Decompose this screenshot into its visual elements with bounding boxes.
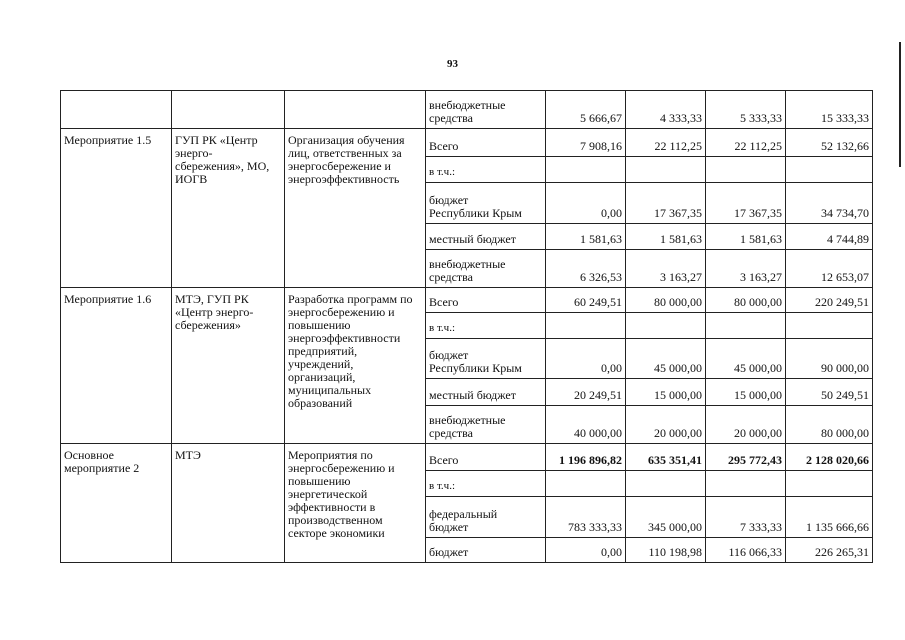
- value-cell: 0,00: [546, 339, 626, 379]
- page-number: 93: [447, 58, 458, 70]
- activity-cell: Мероприятие 1.5: [61, 129, 172, 288]
- funding-source-cell: в т.ч.:: [426, 313, 546, 339]
- value-cell: 80 000,00: [786, 406, 873, 444]
- value-cell: 116 066,33: [706, 538, 786, 563]
- value-cell: 15 000,00: [626, 379, 706, 406]
- value-cell: [546, 313, 626, 339]
- funding-source-cell: местный бюджет: [426, 224, 546, 250]
- value-cell: 20 000,00: [706, 406, 786, 444]
- value-cell: 22 112,25: [626, 129, 706, 157]
- value-cell: 1 196 896,82: [546, 444, 626, 471]
- value-cell: 5 333,33: [706, 91, 786, 129]
- funding-source-cell: федеральный бюджет: [426, 497, 546, 538]
- value-cell: 3 163,27: [626, 250, 706, 288]
- value-cell: 40 000,00: [546, 406, 626, 444]
- description-cell: Мероприятия по энергосбережению и повышению энергетической эффективности в производственном секторе экономики: [285, 444, 426, 563]
- executor-cell: ГУП РК «Центр энерго-сбережения», МО, ИОГВ: [172, 129, 285, 288]
- value-cell: 80 000,00: [626, 288, 706, 313]
- value-cell: 15 000,00: [706, 379, 786, 406]
- activity-cell: Мероприятие 1.6: [61, 288, 172, 444]
- activity-cell: [61, 91, 172, 129]
- scan-edge-line: [899, 42, 901, 167]
- value-cell: 20 000,00: [626, 406, 706, 444]
- value-cell: 17 367,35: [706, 183, 786, 224]
- executor-cell: [172, 91, 285, 129]
- value-cell: 1 581,63: [546, 224, 626, 250]
- executor-cell: МТЭ: [172, 444, 285, 563]
- value-cell: 60 249,51: [546, 288, 626, 313]
- funding-source-cell: бюджет Республики Крым: [426, 183, 546, 224]
- table-row: [61, 129, 873, 157]
- funding-source-cell: внебюджетные средства: [426, 250, 546, 288]
- funding-source-cell: в т.ч.:: [426, 157, 546, 183]
- value-cell: [626, 157, 706, 183]
- value-cell: 220 249,51: [786, 288, 873, 313]
- value-cell: 90 000,00: [786, 339, 873, 379]
- funding-source-cell: местный бюджет: [426, 379, 546, 406]
- funding-source-cell: внебюджетные средства: [426, 91, 546, 129]
- executor-cell: МТЭ, ГУП РК «Центр энерго-сбережения»: [172, 288, 285, 444]
- value-cell: 110 198,98: [626, 538, 706, 563]
- funding-source-cell: внебюджетные средства: [426, 406, 546, 444]
- funding-table: [60, 90, 873, 563]
- value-cell: 4 744,89: [786, 224, 873, 250]
- value-cell: 12 653,07: [786, 250, 873, 288]
- value-cell: 4 333,33: [626, 91, 706, 129]
- value-cell: 20 249,51: [546, 379, 626, 406]
- value-cell: 3 163,27: [706, 250, 786, 288]
- value-cell: 6 326,53: [546, 250, 626, 288]
- description-cell: [285, 91, 426, 129]
- funding-source-cell: в т.ч.:: [426, 471, 546, 497]
- value-cell: 635 351,41: [626, 444, 706, 471]
- value-cell: [706, 313, 786, 339]
- value-cell: 295 772,43: [706, 444, 786, 471]
- value-cell: 15 333,33: [786, 91, 873, 129]
- value-cell: 45 000,00: [706, 339, 786, 379]
- value-cell: 45 000,00: [626, 339, 706, 379]
- value-cell: 1 581,63: [626, 224, 706, 250]
- value-cell: [546, 157, 626, 183]
- table-row: [61, 288, 873, 313]
- funding-source-cell: Всего: [426, 288, 546, 313]
- value-cell: 52 132,66: [786, 129, 873, 157]
- value-cell: 80 000,00: [706, 288, 786, 313]
- value-cell: 345 000,00: [626, 497, 706, 538]
- value-cell: 5 666,67: [546, 91, 626, 129]
- value-cell: [786, 157, 873, 183]
- value-cell: [626, 313, 706, 339]
- value-cell: 0,00: [546, 538, 626, 563]
- funding-source-cell: Всего: [426, 444, 546, 471]
- value-cell: 50 249,51: [786, 379, 873, 406]
- value-cell: 2 128 020,66: [786, 444, 873, 471]
- table-row: [61, 444, 873, 471]
- value-cell: [626, 471, 706, 497]
- value-cell: 7 333,33: [706, 497, 786, 538]
- table-row: [61, 91, 873, 129]
- value-cell: 1 135 666,66: [786, 497, 873, 538]
- value-cell: [546, 471, 626, 497]
- value-cell: 22 112,25: [706, 129, 786, 157]
- value-cell: 34 734,70: [786, 183, 873, 224]
- value-cell: 1 581,63: [706, 224, 786, 250]
- value-cell: [706, 157, 786, 183]
- value-cell: 17 367,35: [626, 183, 706, 224]
- activity-cell: Основное мероприятие 2: [61, 444, 172, 563]
- value-cell: 226 265,31: [786, 538, 873, 563]
- funding-source-cell: Всего: [426, 129, 546, 157]
- value-cell: 7 908,16: [546, 129, 626, 157]
- description-cell: Организация обучения лиц, ответственных за энергосбережение и энергоэффективность: [285, 129, 426, 288]
- funding-source-cell: бюджет Республики Крым: [426, 339, 546, 379]
- value-cell: 783 333,33: [546, 497, 626, 538]
- value-cell: 0,00: [546, 183, 626, 224]
- value-cell: [706, 471, 786, 497]
- funding-source-cell: бюджет: [426, 538, 546, 563]
- description-cell: Разработка программ по энергосбережению и повышению энергоэффективности предприятий, учреждений, организаций, муниципальных образований: [285, 288, 426, 444]
- value-cell: [786, 313, 873, 339]
- value-cell: [786, 471, 873, 497]
